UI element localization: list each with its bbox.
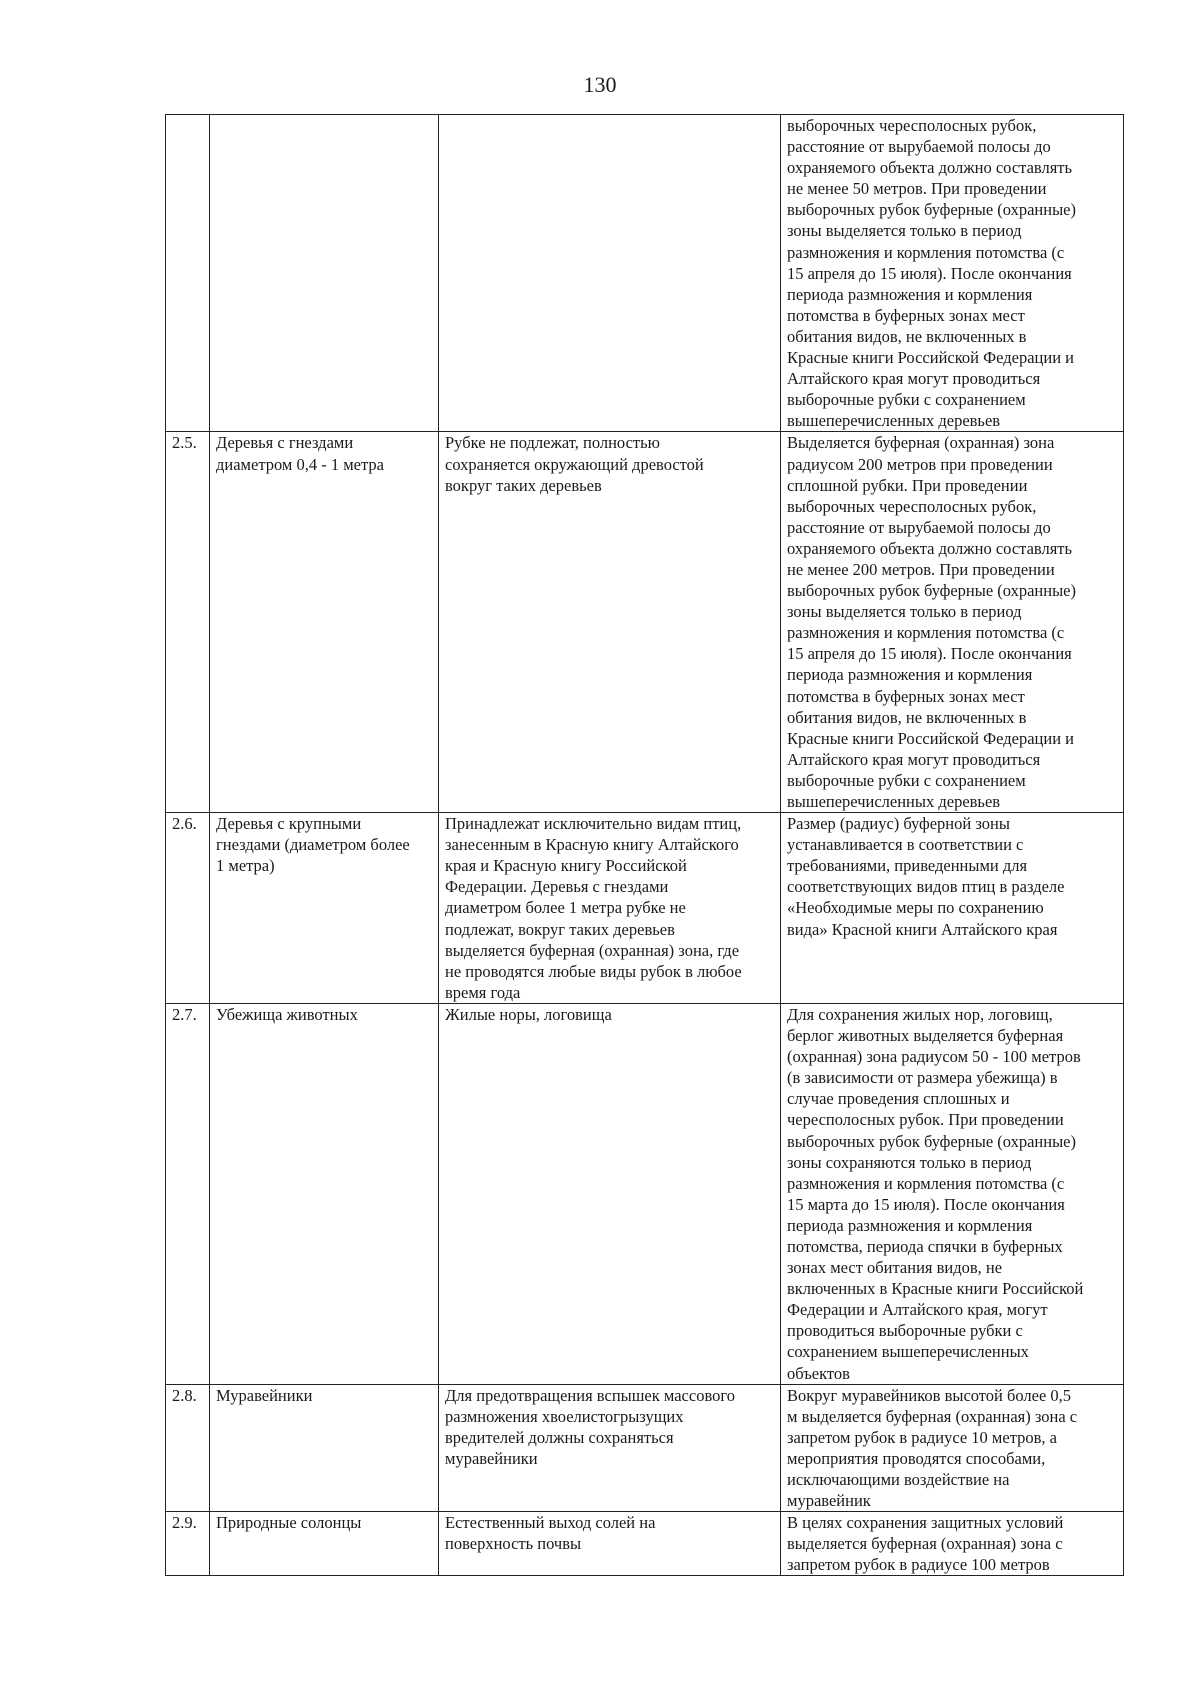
object-cell: Муравейники <box>210 1384 439 1512</box>
measure-cell: Принадлежат исключительно видам птиц, занесенным в Красную книгу Алтайского края и Красную книгу Российской Федерации. Деревья с гнездами диаметром более 1 метра рубке не подлежат, вокруг таких деревьев выделяется буферная (охранная) зона, где не проводятся любые виды рубок в любое время года <box>439 813 781 1004</box>
measure-cell <box>439 115 781 432</box>
object-cell: Деревья с гнездами диаметром 0,4 - 1 метра <box>210 432 439 813</box>
table-row <box>166 1384 1124 1512</box>
requirement-cell: Вокруг муравейников высотой более 0,5 м выделяется буферная (охранная) зона с запретом рубок в радиусе 10 метров, а мероприятия проводятся способами, исключающими воздействие на муравейник <box>781 1384 1124 1512</box>
row-number-cell: 2.9. <box>166 1512 210 1576</box>
table-row <box>166 813 1124 1004</box>
table-row <box>166 1003 1124 1384</box>
protection-measures-table <box>165 114 1124 1576</box>
requirement-cell: В целях сохранения защитных условий выделяется буферная (охранная) зона с запретом рубок в радиусе 100 метров <box>781 1512 1124 1576</box>
measure-cell: Рубке не подлежат, полностью сохраняется окружающий древостой вокруг таких деревьев <box>439 432 781 813</box>
table-row <box>166 432 1124 813</box>
requirement-cell: выборочных чересполосных рубок, расстояние от вырубаемой полосы до охраняемого объекта должно составлять не менее 50 метров. При проведении выборочных рубок буферные (охранные) зоны выделяется только в период размножения и кормления потомства (с 15 апреля до 15 июля). После окончания периода размножения и кормления потомства в буферных зонах мест обитания видов, не включенных в Красные книги Российской Федерации и Алтайского края могут проводиться выборочные рубки с сохранением вышеперечисленных деревьев <box>781 115 1124 432</box>
row-number-cell: 2.6. <box>166 813 210 1004</box>
row-number-cell: 2.8. <box>166 1384 210 1512</box>
requirement-cell: Выделяется буферная (охранная) зона радиусом 200 метров при проведении сплошной рубки. При проведении выборочных чересполосных рубок, расстояние от вырубаемой полосы до охраняемого объекта должно составлять не менее 200 метров. При проведении выборочных рубок буферные (охранные) зоны выделяется только в период размножения и кормления потомства (с 15 апреля до 15 июля). После окончания периода размножения и кормления потомства в буферных зонах мест обитания видов, не включенных в Красные книги Российской Федерации и Алтайского края могут проводиться выборочные рубки с сохранением вышеперечисленных деревьев <box>781 432 1124 813</box>
table-row <box>166 115 1124 432</box>
page-number: 130 <box>583 72 617 97</box>
row-number-cell <box>166 115 210 432</box>
object-cell: Убежища животных <box>210 1003 439 1384</box>
measure-cell: Естественный выход солей на поверхность почвы <box>439 1512 781 1576</box>
object-cell <box>210 115 439 432</box>
measure-cell: Жилые норы, логовища <box>439 1003 781 1384</box>
row-number-cell: 2.5. <box>166 432 210 813</box>
measure-cell: Для предотвращения вспышек массового размножения хвоелистогрызущих вредителей должны сохраняться муравейники <box>439 1384 781 1512</box>
object-cell: Природные солонцы <box>210 1512 439 1576</box>
requirement-cell: Для сохранения жилых нор, логовищ, берлог животных выделяется буферная (охранная) зона радиусом 50 - 100 метров (в зависимости от размера убежища) в случае проведения сплошных и чересполосных рубок. При проведении выборочных рубок буферные (охранные) зоны сохраняются только в период размножения и кормления потомства (с 15 марта до 15 июля). После окончания периода размножения и кормления потомства, периода спячки в буферных зонах мест обитания видов, не включенных в Красные книги Российской Федерации и Алтайского края, могут проводиться выборочные рубки с сохранением вышеперечисленных объектов <box>781 1003 1124 1384</box>
requirement-cell: Размер (радиус) буферной зоны устанавливается в соответствии с требованиями, приведенными для соответствующих видов птиц в разделе «Необходимые меры по сохранению вида» Красной книги Алтайского края <box>781 813 1124 1004</box>
table-row <box>166 1512 1124 1576</box>
row-number-cell: 2.7. <box>166 1003 210 1384</box>
object-cell: Деревья с крупными гнездами (диаметром более 1 метра) <box>210 813 439 1004</box>
